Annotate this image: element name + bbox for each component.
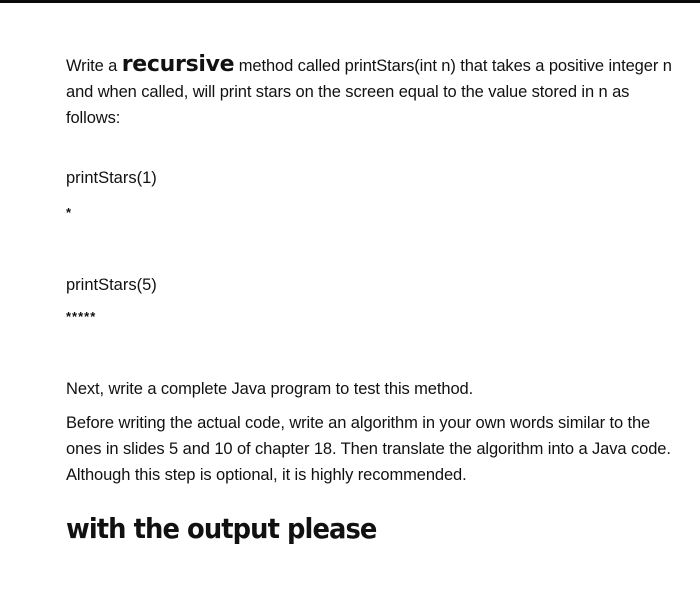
output-request-note: with the output please <box>66 512 377 545</box>
algorithm-instruction: Before writing the actual code, write an algorithm in your own words similar to the ones in slides 5 and 10 of chapter 18. Then translate the algorithm into a Java code. Although this step is optional, it is highly recommended. <box>66 414 671 484</box>
intro-emphasis: recursive <box>121 52 235 77</box>
top-border <box>0 0 700 3</box>
example1-output: * <box>66 205 73 220</box>
example1-call: printStars(1) <box>66 169 157 187</box>
intro-prefix: Write a <box>66 57 122 75</box>
example2-call: printStars(5) <box>66 276 157 294</box>
intro-paragraph <box>66 52 676 131</box>
next-instruction: Next, write a complete Java program to test this method. <box>66 380 474 398</box>
document-content <box>66 52 676 545</box>
example2-output: ***** <box>66 309 97 324</box>
intro-suffix: method called printStars(int n) that takes a positive integer n and when called, will print stars on the screen equal to the value stored in n as follows: <box>66 57 672 127</box>
